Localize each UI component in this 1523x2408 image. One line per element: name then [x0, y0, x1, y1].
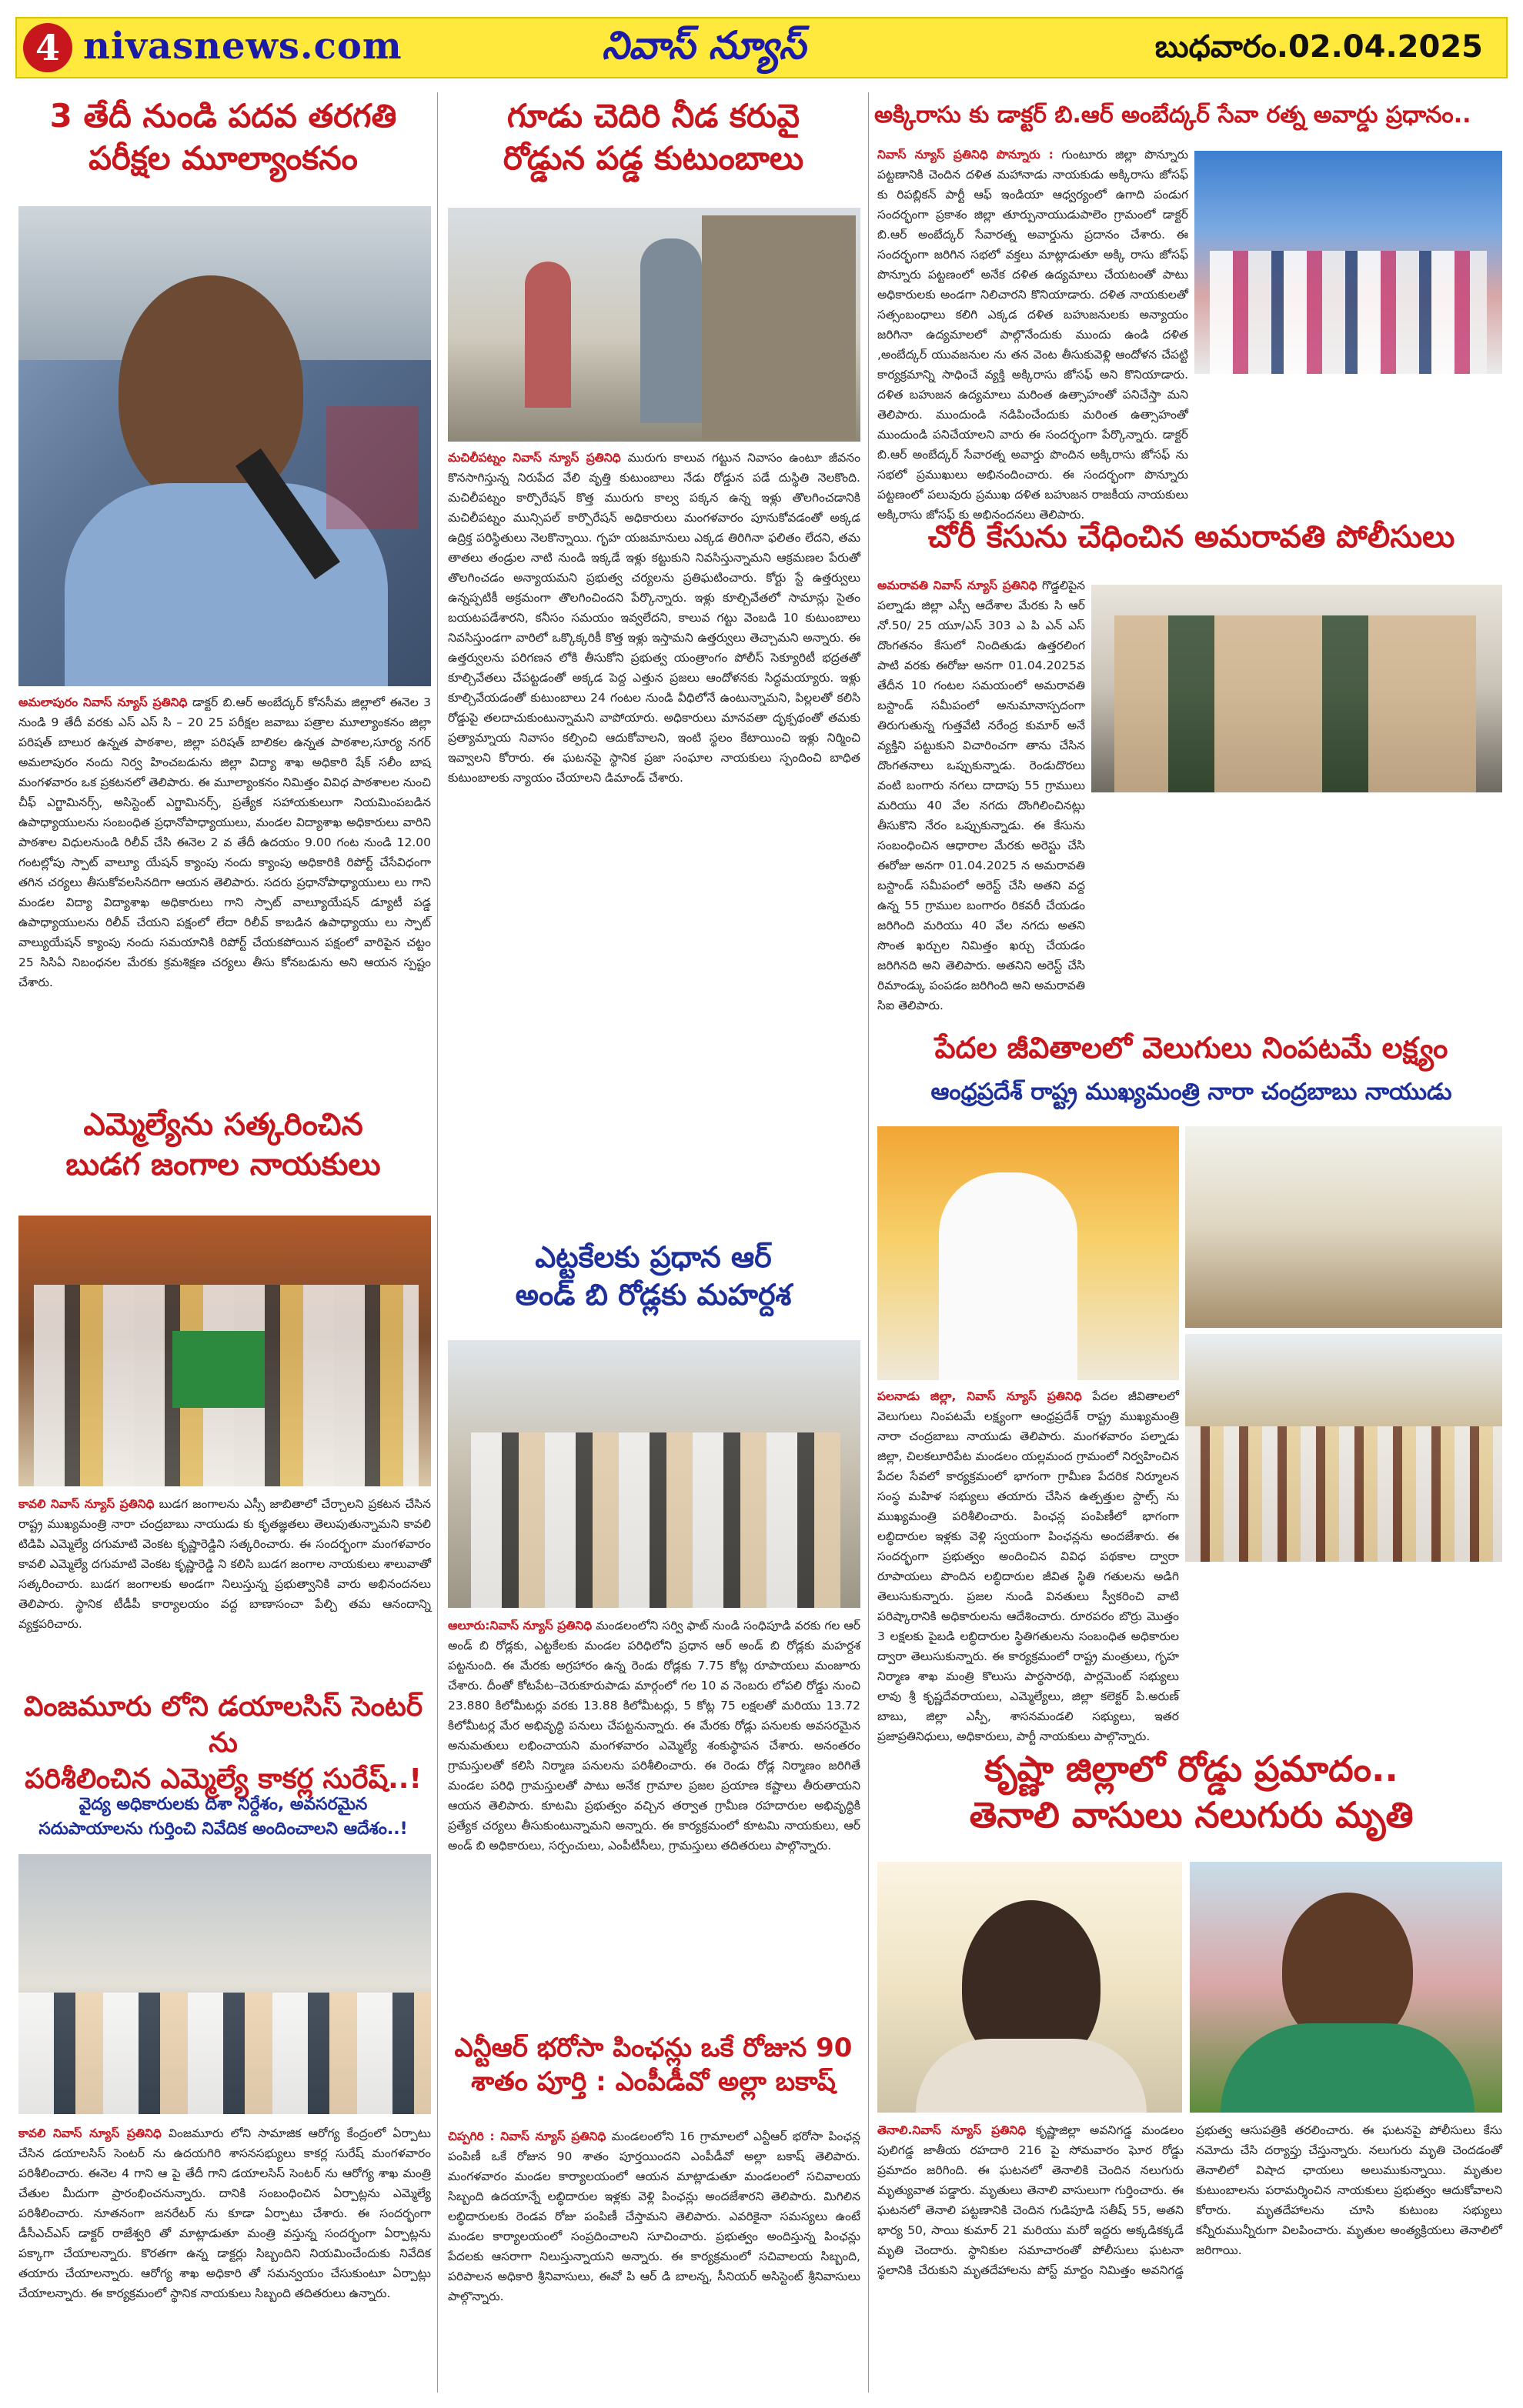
award-body-left: నివాస్ న్యూస్ ప్రతినిధి పొన్నూరు : గుంటూరు జిల్లా పొన్నూరు పట్టణానికి చెందిన దళిత మహానాడు నాయకుడు అక్కిరాసు జోసఫ్ కు రిపబ్లికన్ పార్టీ ఆఫ్ ఇండియా ఆధ్వర్యంలో ఉగాది పండుగ సందర్భంగా ప్రకాశం జిల్లా తూర్పునాయుడుపాలెం గ్రామంలో డాక్టర్ బి.ఆర్ అంబేద్కర్ సేవారత్న అవార్డును ప్రదానం చేశారు. ఈ సందర్భంగా జరిగిన సభలో వక్తలు మాట్లాడుతూ అక్కి రాసు జోసఫ్ పొన్నూరు పట్టణంలో అనేక దళిత ఉద్యమాలు చేయటంతో పాటు అధికారులకు అండగా నిలిచారని కొనియాడారు. దళిత నాయకులతో సత్సంబంధాలు కలిగి ఎక్కడ దళిత బహుజనులకు అన్యాయం జరిగినా ఉద్యమాలలో పాల్గొనేందుకు ముందు ఉండి దళిత ,అంబేద్కర్ యువజనుల ను తన వెంట తీసుకువెళ్లి ఆందోళన చేపట్టి కార్యక్రమాన్ని సాధించే వ్యక్తి అక్కిరాసు జోసఫ్ అని కొనియాడారు. దళిత బహుజన ఉద్యమాలు మరింత ఉత్సాహంతో పనిచేస్తా మని తెలిపారు. ముందుండి నడిపించేందుకు మరింత ఉత్సాహంతో ముందుండి పనిచేయాలని వారు ఈ సందర్భంగా పేర్కొన్నారు. డాక్టర్ బి.ఆర్ అంబేద్కర్ సేవారత్న అవార్డు పొందిన అక్కిరాసు జోసఫ్ ను సభలో ప్రముఖులు అభినందించారు. ఈ సందర్భంగా పొన్నూరు పట్టణంలో పలువురు ప్రముఖ దళిత బహుజన రాజకీయ నాయకులు అక్కిరాసు జోసఫ్ కు అభినందనలు తెలిపారు. — [877, 148, 1188, 522]
ntr-headline: ఎన్టీఆర్ భరోసా పింఛన్లు ఒకే రోజున 90 శాతం పూర్తి : ఎంపీడీవో అల్లా బకాష్ — [454, 2033, 853, 2098]
column-divider — [868, 92, 869, 2393]
ntr-body: చిప్పగిరి : నివాస్ న్యూస్ ప్రతినిధి మండలంలోని 16 గ్రామాలలో ఎన్టీఆర్ భరోసా పింఛన్ల పంపిణీ ఒకే రోజున 90 శాతం పూర్తయిందని ఎంపీడీవో అల్లా బకాష్ తెలిపారు. మంగళవారం మండల కార్యాలయంలో ఆయన మాట్లాడుతూ మండలంలో సచివాలయ సిబ్బంది ఉదయాన్నే లబ్ధిదారుల ఇళ్లకు వెళ్లి పింఛన్లు అందజేశారని తెలిపారు. మిగిలిన లబ్ధిదారులకు రెండవ రోజు పంపిణీ చేస్తామని తెలిపారు. ఎవరికైనా సమస్యలు ఉంటే మండల కార్యాలయంలో సంప్రదించాలని సూచించారు. ప్రభుత్వం అందిస్తున్న పింఛన్లు పేదలకు ఆసరాగా నిలుస్తున్నాయని అన్నారు. ఈ కార్యక్రమంలో సచివాలయ సిబ్బంది, పరిపాలన అధికారి శ్రీనివాసులు, ఈవో పి ఆర్ డి బాలన్న, సీనియర్ అసిస్టెంట్ శ్రీనివాసులు పాల్గొన్నారు. — [448, 2130, 860, 2303]
roads-body: ఆలూరు:నివాస్ న్యూస్ ప్రతినిధి మండలంలోని సర్వి ఫాట్ నుండి సంధిపూడి వరకు గల ఆర్ అండ్ బి రోడ్లకు, ఎట్టకేలకు మండల పరిధిలోని ప్రధాన ఆర్ అండ్ బి రోడ్లకు మహర్దశ పట్టనుంది. ఈ మేరకు అగ్రహారం ఉన్న రెండు రోడ్లకు 7.75 కోట్ల రూపాయలు మంజూరు చేశారు. దీంతో కోటపేట–చెరుకూరుపాడు మార్గంలో గల 10 వ నెంబరు లోపలి రోడ్డు నుంచి 23.880 కిలోమీటర్లు వరకు 13.88 కిలోమీటర్లు, 5 కోట్ల 75 లక్షలతో మరియు 13.72 కిలోమీటర్ల మేర అభివృద్ధి పనులు చేపట్టనున్నారు. ఈ మేరకు రోడ్లు పనులకు అవసరమైన అనుమతులు లభించాయని మంగళవారం ఎమ్మెల్యే శంకుస్థాపన చేశారు. అనంతరం గ్రామస్తులతో కలిసి నిర్మాణ పనులను పరిశీలించారు. ఈ రెండు రోడ్ల నిర్మాణం జరిగితే మండల పరిధి గ్రామస్తులతో పాటు అనేక గ్రామాల ప్రజల ప్రయాణ కష్టాలు తీరుతాయని ఆయన తెలిపారు. కూటమి ప్రభుత్వం వచ్చిన తర్వాత గ్రామీణ రహదారుల అభివృద్ధికి ప్రత్యేక చర్యలు తీసుకుంటున్నామని అన్నారు. ఈ కార్యక్రమంలో కూటమి నాయకులు, ఆర్ అండ్ బి అధికారులు, సర్పంచులు, ఎంపీటీసీలు, గ్రామస్తులు తదితరులు పాల్గొన్నారు. — [448, 1619, 860, 1853]
cm-stall-photo — [1185, 1126, 1502, 1328]
page-number: 4 — [23, 23, 72, 72]
police-body: అమరావతి నివాస్ న్యూస్ ప్రతినిధి గొడ్డలిపైన పల్నాడు జిల్లా ఎస్పీ ఆదేశాల మేరకు సి ఆర్ నో.50/ 25 యూ/ఎస్ 303 ఎ పి ఎన్ ఎస్ దొంగతనం కేసులో నిందితుడు ఉత్తరలింగ పాటి వరకు ఈరోజు అనగా 01.04.2025వ తేదీన 10 గంటల సమయంలో అమరావతి బస్టాండ్ సమీపంలో అనుమానాస్పదంగా తిరుగుతున్న గుత్తవేటి నరేంద్ర కుమార్ అనే వ్యక్తిని పట్టుకుని విచారించగా తాను చేసిన దొంగతనాలు ఒప్పుకున్నాడు. రెండుదొరలు వంటి బంగారు నగలు దాదాపు 55 గ్రాములు మరియు 40 వేల నగదు దొంగిలించినట్లు తీసుకొని నేరం ఒప్పుకున్నాడు. ఈ కేసును సంబంధించిన ఆధారాల మేరకు అరెస్టు చేసి ఈరోజు అనగా 01.04.2025 న అమరావతి బస్టాండ్ సమీపంలో అరెస్ట్ చేసి అతని వద్ద ఉన్న 55 గ్రాముల బంగారం రికవరీ చేయడం జరిగింది మరియు 40 వేల నగదు అతని సొంత ఖర్చుల నిమిత్తం ఖర్చు చేయడం జరిగినది అని తెలిపారు. అతనిని అరెస్ట్ చేసి రిమాండ్కు పంపడం జరిగింది అని అమరావతి సిఐ తెలిపారు. — [877, 579, 1085, 1012]
dialysis-visit-photo — [18, 1854, 431, 2114]
paper-name: నివాస్ న్యూస్ — [602, 23, 806, 68]
cm-crowd-photo — [1185, 1334, 1502, 1562]
roads-headline: ఎట్టకేలకు ప్రధాన ఆర్ అండ్ బి రోడ్లకు మహర్దశ — [515, 1240, 792, 1312]
dialysis-headline: వింజమూరు లోని డయాలసిస్ సెంటర్ ను పరిశీలించిన ఎమ్మెల్యే కాకర్ల సురేష్..! — [23, 1691, 423, 1795]
cm-subheadline: ఆంధ్రప్రదేశ్ రాష్ట్ర ముఖ్యమంత్రి నారా చంద్రబాబు నాయుడు — [930, 1079, 1452, 1106]
dialysis-subheadline: వైద్య అధికారులకు దిశా నిర్దేశం, అవసరమైన సదుపాయాలను గుర్తించి నివేదిక అందించాలని ఆదేశం..! — [38, 1795, 408, 1839]
award-byline: నివాస్ న్యూస్ ప్రతినిధి పొన్నూరు : — [877, 148, 1054, 162]
column-divider — [437, 92, 438, 2393]
bjangalu-byline: కావలి నివాస్ న్యూస్ ప్రతినిధి — [18, 1497, 155, 1511]
accident-victim-photo-2 — [1190, 1862, 1502, 2113]
exams-body: అమలాపురం నివాస్ న్యూస్ ప్రతినిధి డాక్టర్ బి.ఆర్ అంబేద్కర్ కోనసీమ జిల్లాలో ఈనెల 3 నుండి 9 తేదీ వరకు ఎస్ ఎస్ సి – 20 25 పరీక్షల జవాబు పత్రాల మూల్యాంకనం జిల్లా పరిషత్ బాలుర ఉన్నత పాఠశాల, జిల్లా పరిషత్ బాలికల ఉన్నత పాఠశాల,సూర్య నగర్ అమలాపురం నందు నిర్వ హించబడును జిల్లా విద్యా శాఖ అధికారి షేక్ సలీం బాష మంగళవారం ఒక ప్రకటనలో తెలిపారు. ఈ మూల్యాంకనం నిమిత్తం వివిధ పాఠశాలల నుంచి చీఫ్ ఎగ్జామినర్స్, అసిస్టెంట్ ఎగ్జామినర్స్, ప్రత్యేక సహాయకులుగా నియమింపబడిన ఉపాధ్యాయులను సంబంధిత ప్రధానోపాధ్యాయులు, మండల విద్యాశాఖ అధికారులు వారిని పాఠశాల విధులనుండి రిలీవ్ చేసి ఈనెల 2 వ తేదీ ఉదయం 9.00 గంట నుండి 12.00 గంటల్లోపు స్పాట్ వాల్యూ యేషన్ క్యాంపు నందు క్యాంపు అధికారికి రిపోర్ట్ చేసేవిధంగా తగిన చర్యలు తీసుకోవలసినదిగా ఆయన తెలిపారు. సదరు ప్రధానోపాధ్యాయులు లు గాని మండల విద్యా విద్యాశాఖ అధికారులు గాని స్పాట్ వాల్యూయేషన్ డ్యూటీ పడ్డ ఉపాధ్యాయులను రిలీవ్ చేయని పక్షంలో లేదా రిలీవ్ కాబడిన ఉపాధ్యాయు లు స్పాట్ వాల్యుయేషన్ క్యాంపు నందు సమయానికి రిపోర్ట్ చేయకపోయిన పక్షంలో వారిపైన చట్టం 25 సిసిఏ నిబంధనల మేరకు క్రమశిక్షణ చర్యలు తీసు కోనబడును అని ఆయన స్పష్టం చేశారు. — [18, 695, 431, 989]
bjangalu-headline: ఎమ్మెల్యేను సత్కరించిన బుడగ జంగాల నాయకులు — [65, 1107, 381, 1182]
award-headline: అక్కిరాసు కు డాక్టర్ బి.ఆర్ అంబేద్కర్ సేవా రత్న అవార్డు ప్రధానం.. — [874, 102, 1471, 128]
issue-date: బుధవారం.02.04.2025 — [1154, 29, 1483, 65]
cm-body: పలనాడు జిల్లా, నివాస్ న్యూస్ ప్రతినిధి పేదల జీవితాలలో వెలుగులు నింపటమే లక్ష్యంగా ఆంధ్రప్రదేశ్ రాష్ట్ర ముఖ్యమంత్రి నారా చంద్రబాబు నాయుడు తెలిపారు. మంగళవారం పల్నాడు జిల్లా, చిలకలూరిపేట మండలం యల్లమంద గ్రామంలో నిర్వహించిన పేదల సేవలో కార్యక్రమంలో భాగంగా గ్రామీణ పేదరిక నిర్మూలన సంస్థ మహిళ సభ్యులు తయారు చేసిన ఉత్పత్తుల స్టాల్స్ ను ముఖ్యమంత్రి పరిశీలించారు. పింఛన్ల పంపిణీలో భాగంగా లబ్ధిదారుల ఇళ్లకు వెళ్లి స్వయంగా పింఛన్లను అందజేశారు. ఈ సందర్భంగా ప్రభుత్వం అందించిన వివిధ పథకాల ద్వారా రూపాయలు పొందిన లబ్ధిదారుల జీవిత స్థితి గతులను అడిగి తెలుసుకున్నారు. ప్రజల నుండి వినతులు స్వీకరించి వాటి పరిష్కారానికి అధికారులను ఆదేశించారు. రూరపరం బొర్రు మొత్తం 3 లక్షలకు పైబడి లబ్ధిదారుల స్థితిగతులను సంబంధిత అధికారుల ద్వారా తెలుసుకున్నారు. ఈ కార్యక్రమంలో రాష్ట్ర మంత్రులు, గృహ నిర్మాణ శాఖ మంత్రి కొలుసు పార్థసారథి, పార్లమెంట్ సభ్యులు లావు శ్రీ కృష్ణదేవరాయలు, ఎమ్మెల్యేలు, జిల్లా కలెక్టర్ పి.అరుణ్ బాబు, జిల్లా ఎస్పీ, శాసనమండలి సభ్యులు, ఇతర ప్రజాప్రతినిధులు, అధికారులు, పార్టీ నాయకులు పాల్గొన్నారు. — [877, 1389, 1179, 1743]
homeless-byline: మచిలీపట్నం నివాస్ న్యూస్ ప్రతినిధి — [448, 451, 621, 465]
exams-officer-photo — [18, 206, 431, 686]
cm-headline: పేదల జీవితాలలో వెలుగులు నింపటమే లక్ష్యం — [934, 1031, 1448, 1065]
masthead — [15, 17, 1508, 78]
homeless-body: మచిలీపట్నం నివాస్ న్యూస్ ప్రతినిధి మురుగు కాలువ గట్టున నివాసం ఉంటూ జీవనం కొనసాగిస్తున్న నిరుపేద వేలి వృత్తి కుటుంబాలు నేడు రోడ్డున పడే దుస్థితి నెలకొంది. మచిలీపట్నం కార్పొరేషన్ కొత్త మురుగు కాల్వ పక్కన ఉన్న ఇళ్లు తొలగించడానికి మచిలీపట్నం మున్సిపల్ కార్పొరేషన్ అధికారులు మంగళవారం పూనుకోవడంతో అక్కడ ఉద్రిక్త పరిస్థితులు నెలకొన్నాయి. గృహ యజమానులు ఎక్కడ తిరిగినా ఫలితం లేదని, తమ తాతలు తండ్రుల నాటి నుండి ఇక్కడే ఇళ్లు కట్టుకుని నివసిస్తున్నామని ఆక్రమణల పేరుతో తొలగించడం అన్యాయమని ప్రభుత్వ చర్యలను ప్రతిఘటించారు. కోర్టు స్టే ఉత్తర్వులు ఉన్నప్పటికీ అక్రమంగా తొలగించిందని పేర్కొన్నారు. ఇళ్లు కూల్చివేతలో సామాన్లు సైతం బయటపడేశారని, కనీసం సమయం ఇవ్వలేదని, కాలువ గట్టు వెంబడి 10 కుటుంబాలు నివసిస్తుండగా వారిలో ఒక్కొక్కరికీ కొత్త ఇళ్లు ఇస్తామని ఉత్తర్వులు తెచ్చామని అన్నారు. ఈ ఉత్తర్వులను పరిగణన లోకి తీసుకోని ప్రభుత్వ యంత్రాంగం పోలీస్ సెక్యూరిటీ భద్రతతో కూల్చివేతలు చేపట్టడంతో అక్కడ పెద్ద ఎత్తున ప్రజలు ఆందోళనకు సిద్ధమయ్యారు. ఇళ్లు కూల్చివేయడంతో కుటుంబాలు 24 గంటల నుండి వీధిలోనే ఉంటున్నామని, పిల్లలతో కలిసి రోడ్డుపై తలదాచుకుంటున్నామని వాపోయారు. అధికారులు మానవతా దృక్పథంతో తమకు ప్రత్యామ్నాయ నివాసం కల్పించి ఆదుకోవాలని, ఇంటి స్థలం కేటాయించి ఇళ్లు నిర్మించి ఇవ్వాలని కోరారు. ఈ ఘటనపై స్థానిక ప్రజా సంఘాల నాయకులు స్పందించి బాధిత కుటుంబాలకు న్యాయం చేయాలని డిమాండ్ చేశారు. — [448, 451, 860, 785]
bjangalu-body: కావలి నివాస్ న్యూస్ ప్రతినిధి బుడగ జంగాలను ఎస్సీ జాబితాలో చేర్చాలని ప్రకటన చేసిన రాష్ట్ర ముఖ్యమంత్రి నారా చంద్రబాబు నాయుడు కు కృతజ్ఞతలు తెలుపుతున్నామని కావలి టిడిపి ఎమ్మెల్యే దగుమాటి వెంకట కృష్ణారెడ్డిని సత్కరించారు. ఈ సందర్భంగా మంగళవారం కావలి ఎమ్మెల్యే దగుమాటి వెంకట కృష్ణారెడ్డి ని కలిసి బుడగ జంగాల నాయకులు శాలువాతో సత్కరించారు. బుడగ జంగాలకు అండగా నిలుస్తున్న ప్రభుత్వానికి వారు అభినందనలు తెలిపారు. స్థానిక టీడీపీ కార్యాలయం వద్ద బాణాసంచా పేల్చి తమ ఆనందాన్ని వ్యక్తపరిచారు. — [18, 1497, 431, 1631]
exams-headline: 3 తేదీ నుండి పదవ తరగతి పరీక్షల మూల్యాంకనం — [49, 97, 397, 177]
accident-byline: తెనాలి.నివాస్ న్యూస్ ప్రతినిధి — [877, 2123, 1027, 2137]
bjangalu-group-photo — [18, 1216, 431, 1486]
police-byline: అమరావతి నివాస్ న్యూస్ ప్రతినిధి — [877, 579, 1037, 592]
award-ceremony-photo — [1194, 151, 1502, 374]
exams-byline: అమలాపురం నివాస్ న్యూస్ ప్రతినిధి — [18, 695, 188, 709]
homeless-headline: గూడు చెదిరి నీడ కరువై రోడ్డున పడ్డ కుటుంబాలు — [503, 97, 804, 177]
homeless-family-photo — [448, 208, 860, 442]
accident-victim-photo-1 — [877, 1862, 1182, 2113]
accident-body: తెనాలి.నివాస్ న్యూస్ ప్రతినిధి కృష్ణాజిల్లా అవనిగడ్డ మండలం పులిగడ్డ జాతీయ రహదారి 216 పై సోమవారం ఘోర రోడ్డు ప్రమాదం జరిగింది. ఈ ఘటనలో తెనాలికి చెందిన నలుగురు మృత్యువాత పడ్డారు. మృతులు తెనాలి వాసులుగా గుర్తించారు. ఈ ఘటనలో తెనాలి పట్టణానికి చెందిన గుడిపూడి సతీష్ 55, అతని భార్య 50, సాయి కుమార్ 21 మరియు మరో ఇద్దరు అక్కడికక్కడే మృతి చెందారు. స్థానికుల సమాచారంతో పోలీసులు ఘటనా స్థలానికి చేరుకుని మృతదేహాలను పోస్ట్ మార్టం నిమిత్తం అవనిగడ్డ ప్రభుత్వ ఆసుపత్రికి తరలించారు. ఈ ఘటనపై పోలీసులు కేసు నమోదు చేసి దర్యాప్తు చేస్తున్నారు. నలుగురు మృతి చెందడంతో తెనాలిలో విషాద ఛాయలు అలుముకున్నాయి. మృతుల కుటుంబాలను పరామర్శించిన నాయకులు ప్రభుత్వం ఆదుకోవాలని కోరారు. మృతదేహాలను చూసి కుటుంబ సభ్యులు కన్నీరుమున్నీరుగా విలపించారు. మృతుల అంత్యక్రియలు తెనాలిలో జరిగాయి. — [877, 2123, 1502, 2277]
police-headline: చోరీ కేసును చేధించిన అమరావతి పోలీసులు — [927, 519, 1455, 555]
police-arrest-photo — [1091, 585, 1502, 792]
roads-inspection-photo — [448, 1340, 860, 1608]
dialysis-byline: కావలి నివాస్ న్యూస్ ప్రతినిధి — [18, 2126, 162, 2140]
website-name[interactable]: nivasnews.com — [83, 25, 402, 68]
cm-byline: పలనాడు జిల్లా, నివాస్ న్యూస్ ప్రతినిధి — [877, 1389, 1082, 1403]
roads-byline: ఆలూరు:నివాస్ న్యూస్ ప్రతినిధి — [448, 1619, 593, 1633]
accident-headline: కృష్ణా జిల్లాలో రోడ్డు ప్రమాదం.. తెనాలి వాసులు నలుగురు మృతి — [969, 1748, 1414, 1836]
cm-podium-photo — [877, 1126, 1179, 1380]
dialysis-body: కావలి నివాస్ న్యూస్ ప్రతినిధి వింజమూరు లోని సామాజిక ఆరోగ్య కేంద్రంలో ఏర్పాటు చేసిన డయాలసిస్ సెంటర్ ను ఉదయగిరి శాసనసభ్యులు కాకర్ల సురేష్ మంగళవారం పరిశీలించారు. ఈనెల 4 గాని ఆ పై తేదీ గాని డయాలసిస్ సెంటర్ ను ఆరోగ్య శాఖ మంత్రి చేతుల మీదుగా ప్రారంభించనున్నారు. దానికి సంబంధించిన ఏర్పాట్లను ఎమ్మెల్యే పరిశీలించారు. నూతనంగా జనరేటర్ ను కూడా ఏర్పాటు చేశారు. ఈ సందర్భంగా డీసీఎచ్ఎస్ డాక్టర్ రాజేశ్వరి తో మాట్లాడుతూ మంత్రి వస్తున్న సందర్భంగా ఏర్పాట్లను పక్కాగా చేయాలన్నారు. కొరతగా ఉన్న డాక్టర్లు సిబ్బందిని నియమించేందుకు నివేదిక తయారు చేయాలన్నారు. ఆరోగ్య శాఖ అధికారి తో సమన్వయం చేసుకుంటూ ఏర్పాట్లు చేయాలన్నారు. ఈ కార్యక్రమంలో స్థానిక నాయకులు సిబ్బంది తదితరులు ఉన్నారు. — [18, 2126, 431, 2300]
ntr-byline: చిప్పగిరి : నివాస్ న్యూస్ ప్రతినిధి — [448, 2130, 606, 2143]
